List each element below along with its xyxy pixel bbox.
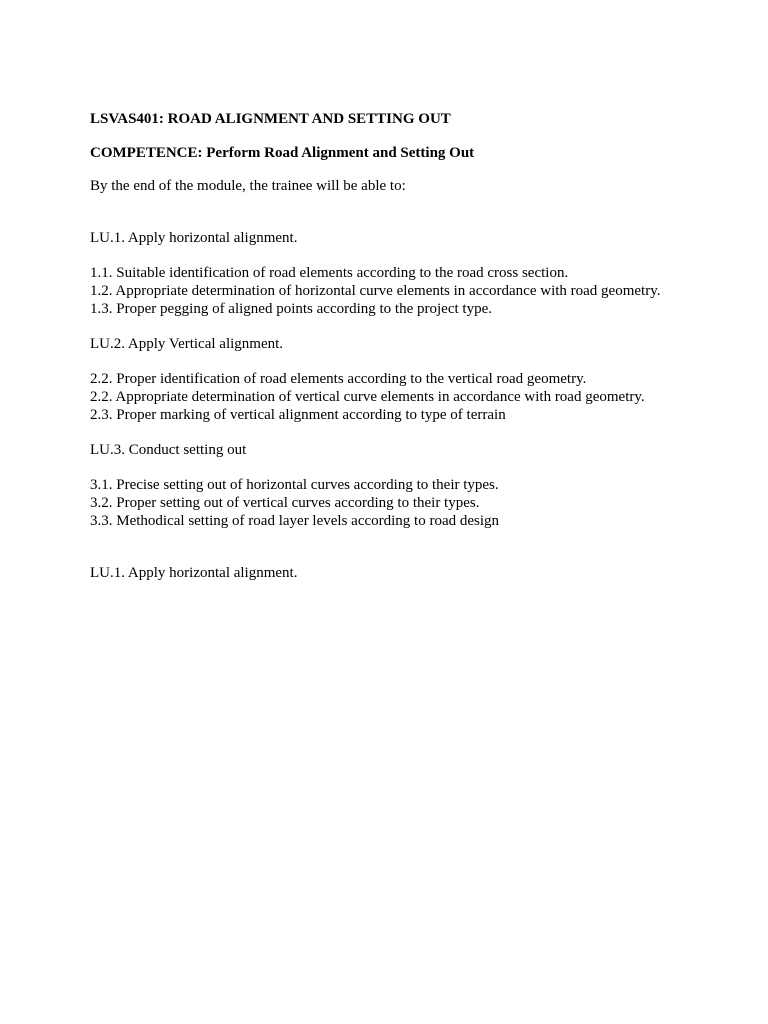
- list-item: 3.1. Precise setting out of horizontal curves according to their types.: [90, 477, 499, 493]
- learning-unit-2-heading: LU.2. Apply Vertical alignment.: [90, 336, 284, 352]
- learning-unit-3-list: [90, 476, 710, 530]
- list-item: 2.2. Proper identification of road elements according to the vertical road geometry.: [90, 371, 587, 387]
- intro-text: By the end of the module, the trainee will be able to:: [90, 178, 406, 194]
- list-item: 2.2. Appropriate determination of vertical curve elements in accordance with road geometry.: [90, 389, 645, 405]
- list-item: 1.1. Suitable identification of road elements according to the road cross section.: [90, 265, 569, 281]
- learning-unit-1-heading: LU.1. Apply horizontal alignment.: [90, 230, 298, 246]
- learning-unit-3-heading: LU.3. Conduct setting out: [90, 442, 247, 458]
- list-item: 1.3. Proper pegging of aligned points according to the project type.: [90, 301, 492, 317]
- list-item: 1.2. Appropriate determination of horizontal curve elements in accordance with road geometry.: [90, 283, 661, 299]
- list-item: 3.2. Proper setting out of vertical curves according to their types.: [90, 495, 480, 511]
- module-title: LSVAS401: ROAD ALIGNMENT AND SETTING OUT: [90, 111, 451, 127]
- competence-statement: COMPETENCE: Perform Road Alignment and Setting Out: [90, 145, 475, 161]
- learning-unit-2-list: [90, 370, 710, 424]
- list-item: 2.3. Proper marking of vertical alignment according to type of terrain: [90, 407, 506, 423]
- learning-unit-1-list: [90, 264, 710, 318]
- document-page: [90, 110, 710, 582]
- list-item: 3.3. Methodical setting of road layer levels according to road design: [90, 513, 500, 529]
- closing-learning-unit-heading: LU.1. Apply horizontal alignment.: [90, 565, 298, 581]
